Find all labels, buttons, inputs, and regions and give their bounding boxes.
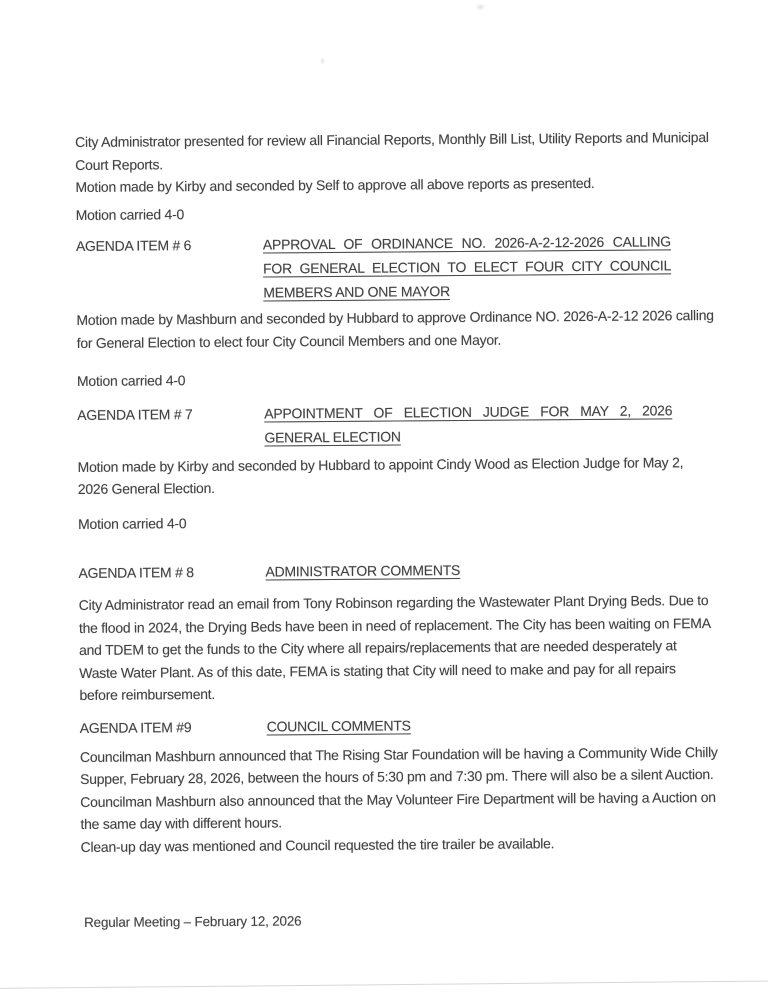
- scan-artifact: [321, 58, 324, 64]
- agenda-item-7: [77, 397, 715, 450]
- agenda-item-9-body: Clean-up day was mentioned and Council requested the tire trailer be available.: [80, 834, 555, 855]
- agenda-item-9-title: COUNCIL COMMENTS: [266, 716, 411, 735]
- agenda-item-6: [76, 229, 715, 306]
- agenda-item-9-label: AGENDA ITEM #9: [79, 718, 192, 736]
- motion-carried-text: Motion carried 4-0: [75, 205, 185, 223]
- agenda-item-8-title: ADMINISTRATOR COMMENTS: [265, 561, 461, 580]
- motion-paragraph: Motion made by Kirby and seconded by Self to approve all above reports as presented.: [75, 174, 595, 195]
- page-footer: Regular Meeting – February 12, 2026: [84, 913, 302, 930]
- agenda-item-8-label: AGENDA ITEM # 8: [78, 564, 194, 581]
- scan-paper-edge: [0, 980, 768, 989]
- agenda-item-7-label: AGENDA ITEM # 7: [77, 405, 193, 423]
- agenda-item-7-body: Motion made by Kirby and seconded by Hubbard to appoint Cindy Wood as Election Judge for May 2, 2026 General Election.: [77, 453, 684, 497]
- agenda-item-8: [78, 556, 716, 585]
- reports-paragraph: City Administrator presented for review all Financial Reports, Monthly Bill List, Utility Reports and Municipal Court Reports.: [75, 129, 709, 173]
- agenda-item-7-title: APPOINTMENT OF ELECTION JUDGE FOR MAY 2, 2026 GENERAL ELECTION: [264, 401, 673, 446]
- agenda-item-6-label: AGENDA ITEM # 6: [75, 237, 192, 254]
- agenda-item-6-title: APPROVAL OF ORDINANCE NO. 2026-A-2-12-2026 CALLING FOR GENERAL ELECTION TO ELECT FOUR CITY COUNCIL MEMBERS AND ONE MAYOR: [262, 233, 672, 301]
- motion-carried-text: Motion carried 4-0: [78, 514, 187, 532]
- motion-carried-text: Motion carried 4-0: [76, 372, 186, 389]
- agenda-item-9-body: Councilman Mashburn also announced that the May Volunteer Fire Department will be having a Auction on the same day with different hours.: [80, 788, 716, 832]
- agenda-item-6-body: Motion made by Mashburn and seconded by Hubbard to approve Ordinance NO. 2026-A-2-12 2026 calling for General Election to elect four City Council Members and one Mayor.: [76, 306, 714, 351]
- agenda-item-9-body: Councilman Mashburn announced that The Rising Star Foundation will be having a Community Wide Chilly Supper, February 28, 2026, between the hours of 5:30 pm and 7:30 pm. There will also be a silent Auction.: [79, 743, 718, 787]
- agenda-item-9: [80, 710, 718, 739]
- meeting-minutes-body: [75, 126, 719, 858]
- agenda-item-8-body: City Administrator read an email from Tony Robinson regarding the Wastewater Plant Drying Beds. Due to the flood in 2024, the Drying Beds have been in need of replacement. The City has been waiting on FEMA and TDEM to get the funds to the City where all repairs/replacements that are needed desperately at Waste Water Plant. As of this date, FEMA is stating that City will need to make and pay for all repairs before reimbursement.: [78, 592, 711, 703]
- scan-artifact: [477, 5, 484, 9]
